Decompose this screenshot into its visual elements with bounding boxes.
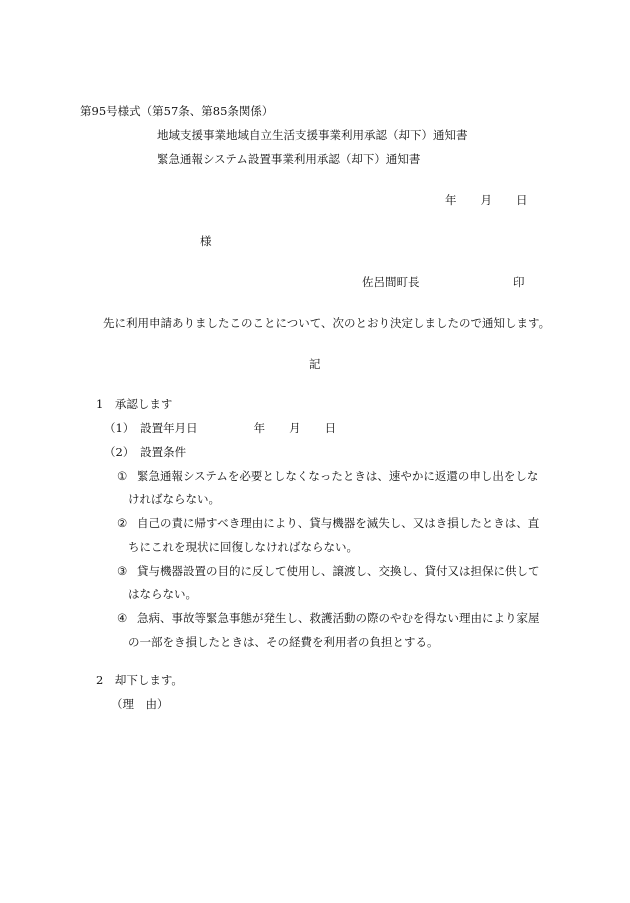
installation-month-label: 月 (289, 421, 301, 435)
condition-text-continued: ちにこれを現状に回復しなければならない。 (128, 540, 358, 554)
condition-text: 貸与機器設置の目的に反して使用し、譲渡し、交換し、貸付又は担保に供して (137, 564, 540, 578)
condition-text: 急病、事故等緊急事態が発生し、救護活動の際のやむを得ない理由により家屋 (137, 611, 540, 625)
document-title-line-1: 地域支援事業地域自立生活支援事業利用承認（却下）通知書 (157, 128, 468, 142)
condition-text: 自己の責に帰すべき理由により、貸与機器を滅失し、又はき損したときは、直 (137, 516, 540, 530)
document-title-line-2: 緊急通報システム設置事業利用承認（却下）通知書 (157, 152, 421, 166)
condition-number: ③ (117, 564, 128, 578)
condition-text-continued: はならない。 (128, 587, 197, 601)
condition-text-continued: の一部をき損したときは、その経費を利用者の負担とする。 (128, 635, 439, 649)
installation-date-label: （1） 設置年月日 (104, 421, 198, 435)
date-day-label: 日 (516, 193, 528, 207)
condition-item (117, 471, 538, 483)
issuer-name: 佐呂間町長 (362, 275, 420, 289)
condition-text: 緊急通報システムを必要としなくなったときは、速やかに返還の申し出をしな (137, 469, 539, 483)
installation-day-label: 日 (324, 421, 337, 435)
addressee-honorific: 様 (200, 234, 212, 248)
installation-year-label: 年 (253, 421, 266, 435)
ki-heading: 記 (309, 357, 321, 371)
condition-item (117, 566, 540, 578)
form-number: 第95号様式（第57条、第85条関係） (80, 104, 274, 118)
date-month-label: 月 (480, 193, 492, 207)
installation-conditions-heading: （2） 設置条件 (104, 445, 187, 459)
condition-item (117, 613, 540, 625)
section-1-heading: 1 承認します (96, 397, 173, 411)
condition-number: ④ (117, 611, 128, 625)
condition-number: ① (117, 469, 128, 483)
reason-label: （理 由） (111, 697, 169, 711)
body-text: 先に利用申請ありましたこのことについて、次のとおり決定しましたので通知します。 (103, 316, 551, 330)
seal-mark: 印 (513, 275, 525, 289)
condition-number: ② (117, 516, 128, 530)
date-year-label: 年 (445, 193, 457, 207)
date-line (445, 195, 528, 207)
section-2-heading: 2 却下します。 (96, 673, 183, 687)
condition-item (117, 518, 539, 530)
installation-date-row (104, 423, 336, 435)
condition-text-continued: ければならない。 (128, 492, 220, 506)
